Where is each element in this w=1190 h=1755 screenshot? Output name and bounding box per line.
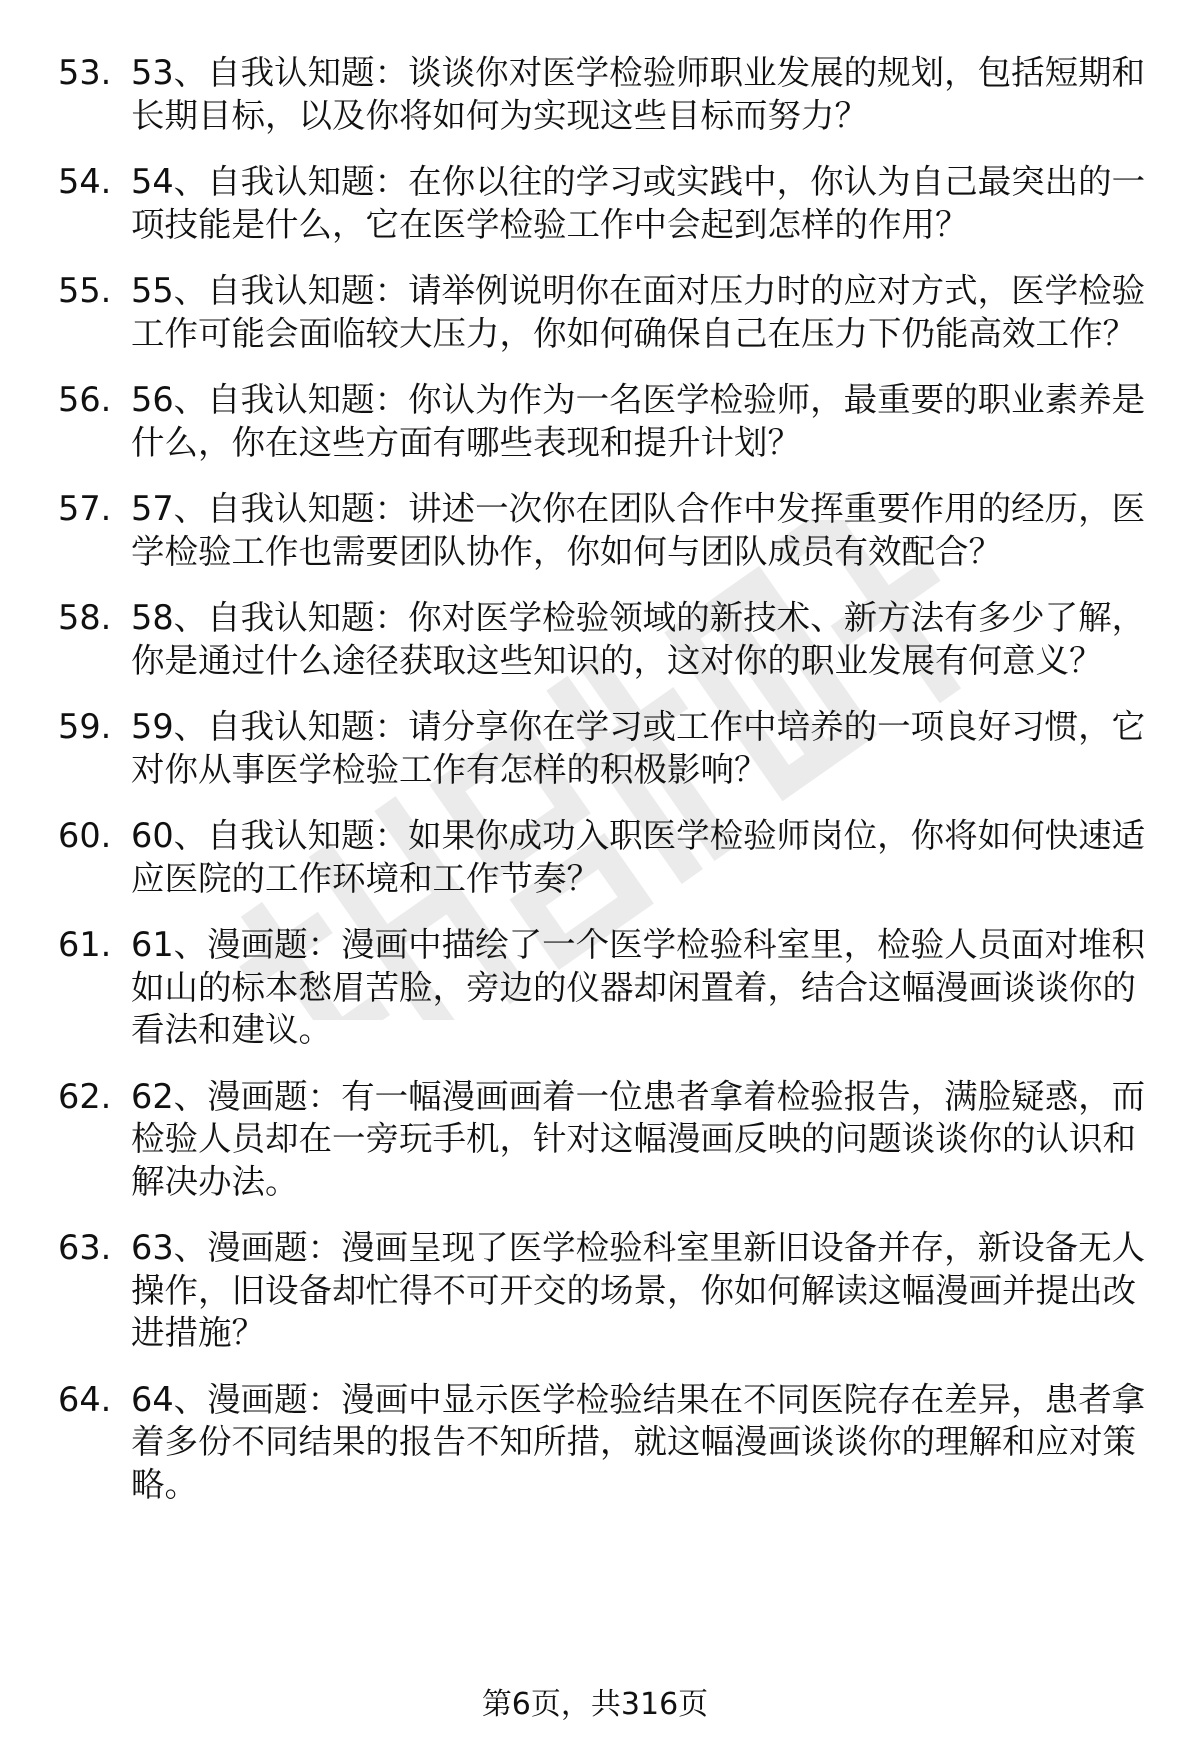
question-number: 62. [58,1076,112,1116]
question-number: 64. [58,1379,112,1419]
question-item-59 [0,706,1190,791]
question-item-62 [0,1076,1190,1204]
page-number-footer: 第6页，共316页 [481,1687,709,1722]
question-number: 53. [58,53,112,92]
question-item-60 [0,815,1190,900]
question-text: 53、自我认知题：谈谈你对医学检验师职业发展的规划，包括短期和长期目标，以及你将如何为实现这些目标而努力？ [131,53,1146,135]
question-text: 59、自我认知题：请分享你在学习或工作中培养的一项良好习惯，它对你从事医学检验工作有怎样的积极影响？ [131,707,1146,789]
question-item-58 [0,597,1190,682]
question-item-54 [0,161,1190,246]
question-text: 54、自我认知题：在你以往的学习或实践中，你认为自己最突出的一项技能是什么，它在医学检验工作中会起到怎样的作用？ [131,162,1146,244]
question-text: 60、自我认知题：如果你成功入职医学检验师岗位，你将如何快速适应医院的工作环境和工作节奏？ [131,816,1146,898]
question-number: 63. [58,1228,112,1267]
question-number: 57. [58,489,112,528]
question-number: 61. [58,925,112,964]
question-list [0,52,1190,1530]
question-item-55 [0,270,1190,355]
question-number: 55. [58,271,112,310]
question-number: 56. [58,380,112,419]
question-number: 54. [58,162,112,201]
question-text: 56、自我认知题：你认为作为一名医学检验师，最重要的职业素养是什么，你在这些方面有哪些表现和提升计划？ [131,380,1146,462]
question-text: 55、自我认知题：请举例说明你在面对压力时的应对方式，医学检验工作可能会面临较大压力，你如何确保自己在压力下仍能高效工作？ [131,271,1146,353]
question-item-56 [0,379,1190,464]
question-text: 63、漫画题：漫画呈现了医学检验科室里新旧设备并存，新设备无人操作，旧设备却忙得不可开交的场景，你如何解读这幅漫画并提出改进措施？ [131,1228,1146,1352]
question-item-61 [0,924,1190,1052]
question-item-57 [0,488,1190,573]
question-number: 60. [58,816,112,855]
question-text: 64、漫画题：漫画中显示医学检验结果在不同医院存在差异，患者拿着多份不同结果的报告不知所措，就这幅漫画谈谈你的理解和应对策略。 [131,1379,1146,1504]
question-text: 57、自我认知题：讲述一次你在团队合作中发挥重要作用的经历，医学检验工作也需要团队协作，你如何与团队成员有效配合？ [131,489,1146,571]
question-text: 61、漫画题：漫画中描绘了一个医学检验科室里，检验人员面对堆积如山的标本愁眉苦脸，旁边的仪器却闲置着，结合这幅漫画谈谈你的看法和建议。 [131,925,1146,1049]
question-item-63 [0,1227,1190,1355]
question-item-64 [0,1379,1190,1507]
question-item-53 [0,52,1190,137]
question-text: 58、自我认知题：你对医学检验领域的新技术、新方法有多少了解，你是通过什么途径获取这些知识的，这对你的职业发展有何意义？ [131,598,1146,680]
question-number: 58. [58,598,112,637]
question-text: 62、漫画题：有一幅漫画画着一位患者拿着检验报告，满脸疑惑，而检验人员却在一旁玩手机，针对这幅漫画反映的问题谈谈你的认识和解决办法。 [131,1076,1146,1201]
question-number: 59. [58,707,112,746]
